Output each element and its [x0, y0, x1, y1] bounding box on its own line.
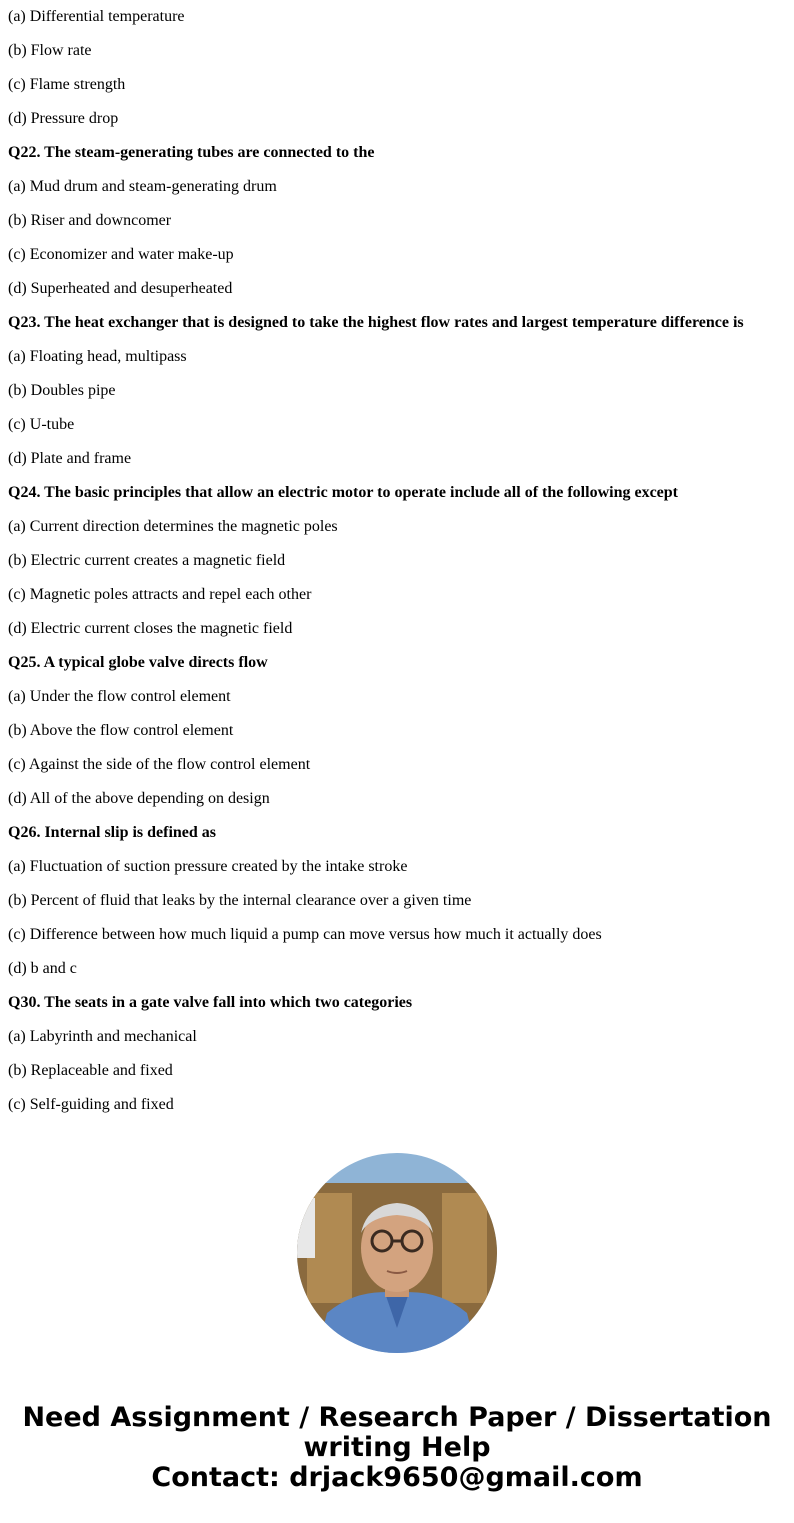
- question-heading: Q25. A typical globe valve directs flow: [8, 654, 268, 671]
- question-heading: Q26. Internal slip is defined as: [8, 824, 217, 841]
- answer-option: (a) Mud drum and steam-generating drum: [8, 178, 277, 195]
- question-heading: Q23. The heat exchanger that is designed to take the highest flow rates and largest temperature difference is: [8, 314, 744, 331]
- answer-option: (a) Differential temperature: [8, 8, 185, 25]
- question-heading: Q22. The steam-generating tubes are connected to the: [8, 144, 375, 161]
- footer-line-1: Need Assignment / Research Paper / Dissertation: [22, 1402, 772, 1433]
- answer-option: (c) Magnetic poles attracts and repel each other: [8, 586, 312, 603]
- answer-option: (b) Electric current creates a magnetic field: [8, 552, 286, 569]
- answer-option: (a) Under the flow control element: [8, 688, 231, 705]
- answer-option: (b) Doubles pipe: [8, 382, 116, 399]
- question-heading: Q30. The seats in a gate valve fall into which two categories: [8, 994, 413, 1011]
- answer-option: (b) Replaceable and fixed: [8, 1062, 173, 1079]
- author-avatar: [297, 1153, 497, 1353]
- answer-option: (d) Plate and frame: [8, 450, 132, 467]
- answer-option: (d) Pressure drop: [8, 110, 119, 127]
- answer-option: (d) Superheated and desuperheated: [8, 280, 233, 297]
- answer-option: (c) Economizer and water make-up: [8, 246, 234, 263]
- answer-option: (b) Percent of fluid that leaks by the internal clearance over a given time: [8, 892, 472, 909]
- answer-option: (d) Electric current closes the magnetic field: [8, 620, 293, 637]
- answer-option: (c) Against the side of the flow control element: [8, 756, 311, 773]
- author-photo: [297, 1153, 497, 1353]
- footer-contact: Contact: drjack9650@gmail.com: [151, 1462, 643, 1493]
- answer-option: (a) Labyrinth and mechanical: [8, 1028, 197, 1045]
- answer-option: (c) Flame strength: [8, 76, 126, 93]
- answer-option: (c) U-tube: [8, 416, 75, 433]
- answer-option: (d) All of the above depending on design: [8, 790, 270, 807]
- answer-option: (a) Current direction determines the magnetic poles: [8, 518, 338, 535]
- question-heading: Q24. The basic principles that allow an electric motor to operate include all of the following except: [8, 484, 678, 501]
- answer-option: (a) Fluctuation of suction pressure created by the intake stroke: [8, 858, 408, 875]
- contact-footer: [0, 1403, 794, 1493]
- answer-option: (a) Floating head, multipass: [8, 348, 187, 365]
- answer-option: (b) Riser and downcomer: [8, 212, 172, 229]
- answer-option: (b) Above the flow control element: [8, 722, 234, 739]
- footer-line-2: writing Help: [303, 1432, 491, 1463]
- answer-option: (d) b and c: [8, 960, 77, 977]
- answer-option: (c) Difference between how much liquid a pump can move versus how much it actually does: [8, 926, 602, 943]
- answer-option: (c) Self-guiding and fixed: [8, 1096, 174, 1113]
- answer-option: (b) Flow rate: [8, 42, 92, 59]
